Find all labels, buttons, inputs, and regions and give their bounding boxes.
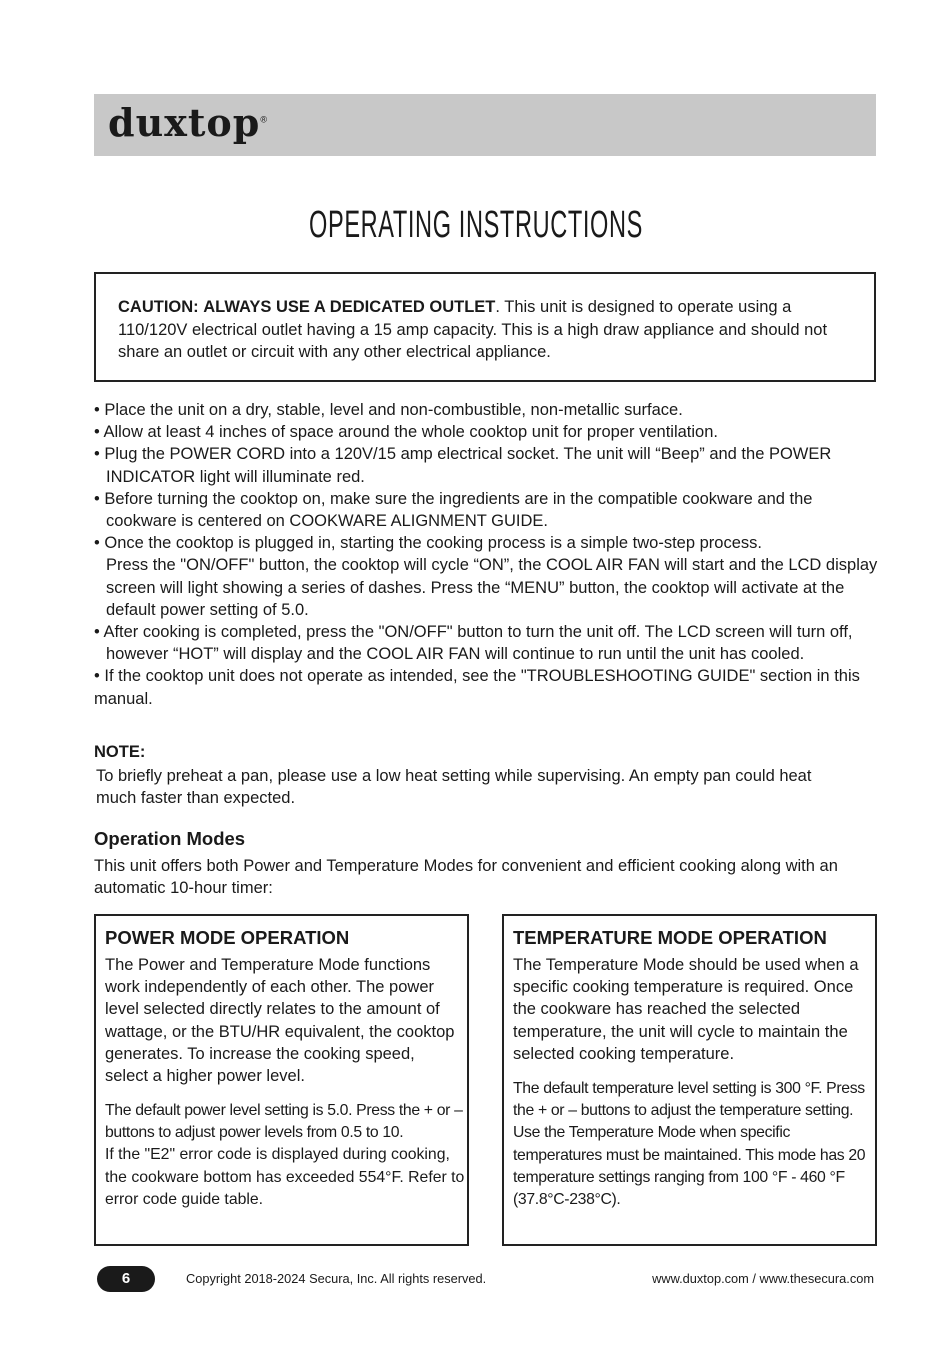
copyright-text: Copyright 2018-2024 Secura, Inc. All rights reserved. bbox=[186, 1271, 487, 1286]
temperature-mode-title: TEMPERATURE MODE OPERATION bbox=[513, 927, 827, 948]
power-mode-description: The Power and Temperature Mode functions work independently of each other. The power level selected directly relates to the amount of wattage, or the BTU/HR equivalent, the cooktop generates. To increase the cooking speed, select a higher power level. bbox=[105, 956, 455, 1086]
power-mode-default: The default power level setting is 5.0. Press the + or – buttons to adjust power levels from 0.5 to 10. bbox=[105, 1102, 463, 1142]
list-item: • Allow at least 4 inches of space around the whole cooktop unit for proper ventilation. bbox=[94, 423, 718, 442]
power-mode-details bbox=[105, 1100, 465, 1211]
caution-strong: ALWAYS USE A DEDICATED OUTLET bbox=[203, 298, 496, 316]
power-mode-error: If the "E2" error code is displayed during cooking, the cookware bottom has exceeded 554°F. Refer to error code guide table. bbox=[105, 1146, 465, 1208]
caution-body: . This unit is designed to operate using a 110/120V electrical outlet having a 15 amp capacity. This is a high draw appliance and should not share an outlet or circuit with any other electrical appliance. bbox=[118, 298, 828, 361]
modes-heading: Operation Modes bbox=[94, 828, 246, 849]
header-bar bbox=[94, 94, 876, 156]
note-heading: NOTE: bbox=[94, 743, 146, 761]
list-item: • If the cooktop unit does not operate as intended, see the "TROUBLESHOOTING GUIDE" section in this manual. bbox=[94, 667, 860, 708]
website-links: www.duxtop.com / www.thesecura.com bbox=[652, 1271, 874, 1286]
power-mode-title: POWER MODE OPERATION bbox=[105, 927, 350, 948]
logo-text: duxtop bbox=[108, 100, 261, 145]
list-item: • Place the unit on a dry, stable, level and non-combustible, non-metallic surface. bbox=[94, 401, 683, 419]
caution-label: CAUTION: bbox=[118, 298, 199, 316]
list-item: • Plug the POWER CORD into a 120V/15 amp electrical socket. The unit will “Beep” and the POWER INDICATOR light will illuminate red. bbox=[94, 445, 832, 486]
power-mode-box bbox=[94, 914, 469, 1246]
note-body: To briefly preheat a pan, please use a low heat setting while supervising. An empty pan could heat much faster than expected. bbox=[96, 767, 812, 808]
caution-text bbox=[118, 296, 858, 364]
modes-intro: This unit offers both Power and Temperature Modes for convenient and efficient cooking along with an automatic 10-hour timer: bbox=[94, 857, 838, 898]
caution-box bbox=[94, 272, 876, 382]
temperature-mode-details: The default temperature level setting is 300 °F. Press the + or – buttons to adjust the temperature setting. Use the Temperature Mode when specific temperatures must be maintained. This mode has 20 temperature settings ranging from 100 °F - 460 °F (37.8°C-238°C). bbox=[513, 1080, 866, 1209]
list-item: • After cooking is completed, press the "ON/OFF" button to turn the unit off. The LCD screen will turn off, however “HOT” will display and the COOL AIR FAN will continue to run until the unit has cooled. bbox=[94, 623, 853, 664]
page-number-badge: 6 bbox=[97, 1266, 155, 1292]
page-title: OPERATING INSTRUCTIONS bbox=[309, 204, 643, 246]
list-item: • Once the cooktop is plugged in, starting the cooking process is a simple two-step process. Press the "ON/OFF" button, the cooktop will cycle “ON”, the COOL AIR FAN will start and the LCD display screen will light showing a series of dashes. Press the “MENU” button, the cooktop will activate at the default power setting of 5.0. bbox=[94, 534, 878, 619]
temperature-mode-box bbox=[502, 914, 877, 1246]
brand-logo bbox=[108, 100, 268, 145]
temperature-mode-description: The Temperature Mode should be used when a specific cooking temperature is required. Once the cookware has reached the selected temperature, the unit will cycle to maintain the selected cooking temperature. bbox=[513, 956, 859, 1063]
list-item: • Before turning the cooktop on, make sure the ingredients are in the compatible cookware and the cookware is centered on COOKWARE ALIGNMENT GUIDE. bbox=[94, 489, 813, 531]
registered-mark: ® bbox=[260, 114, 268, 125]
instruction-list bbox=[94, 399, 884, 710]
